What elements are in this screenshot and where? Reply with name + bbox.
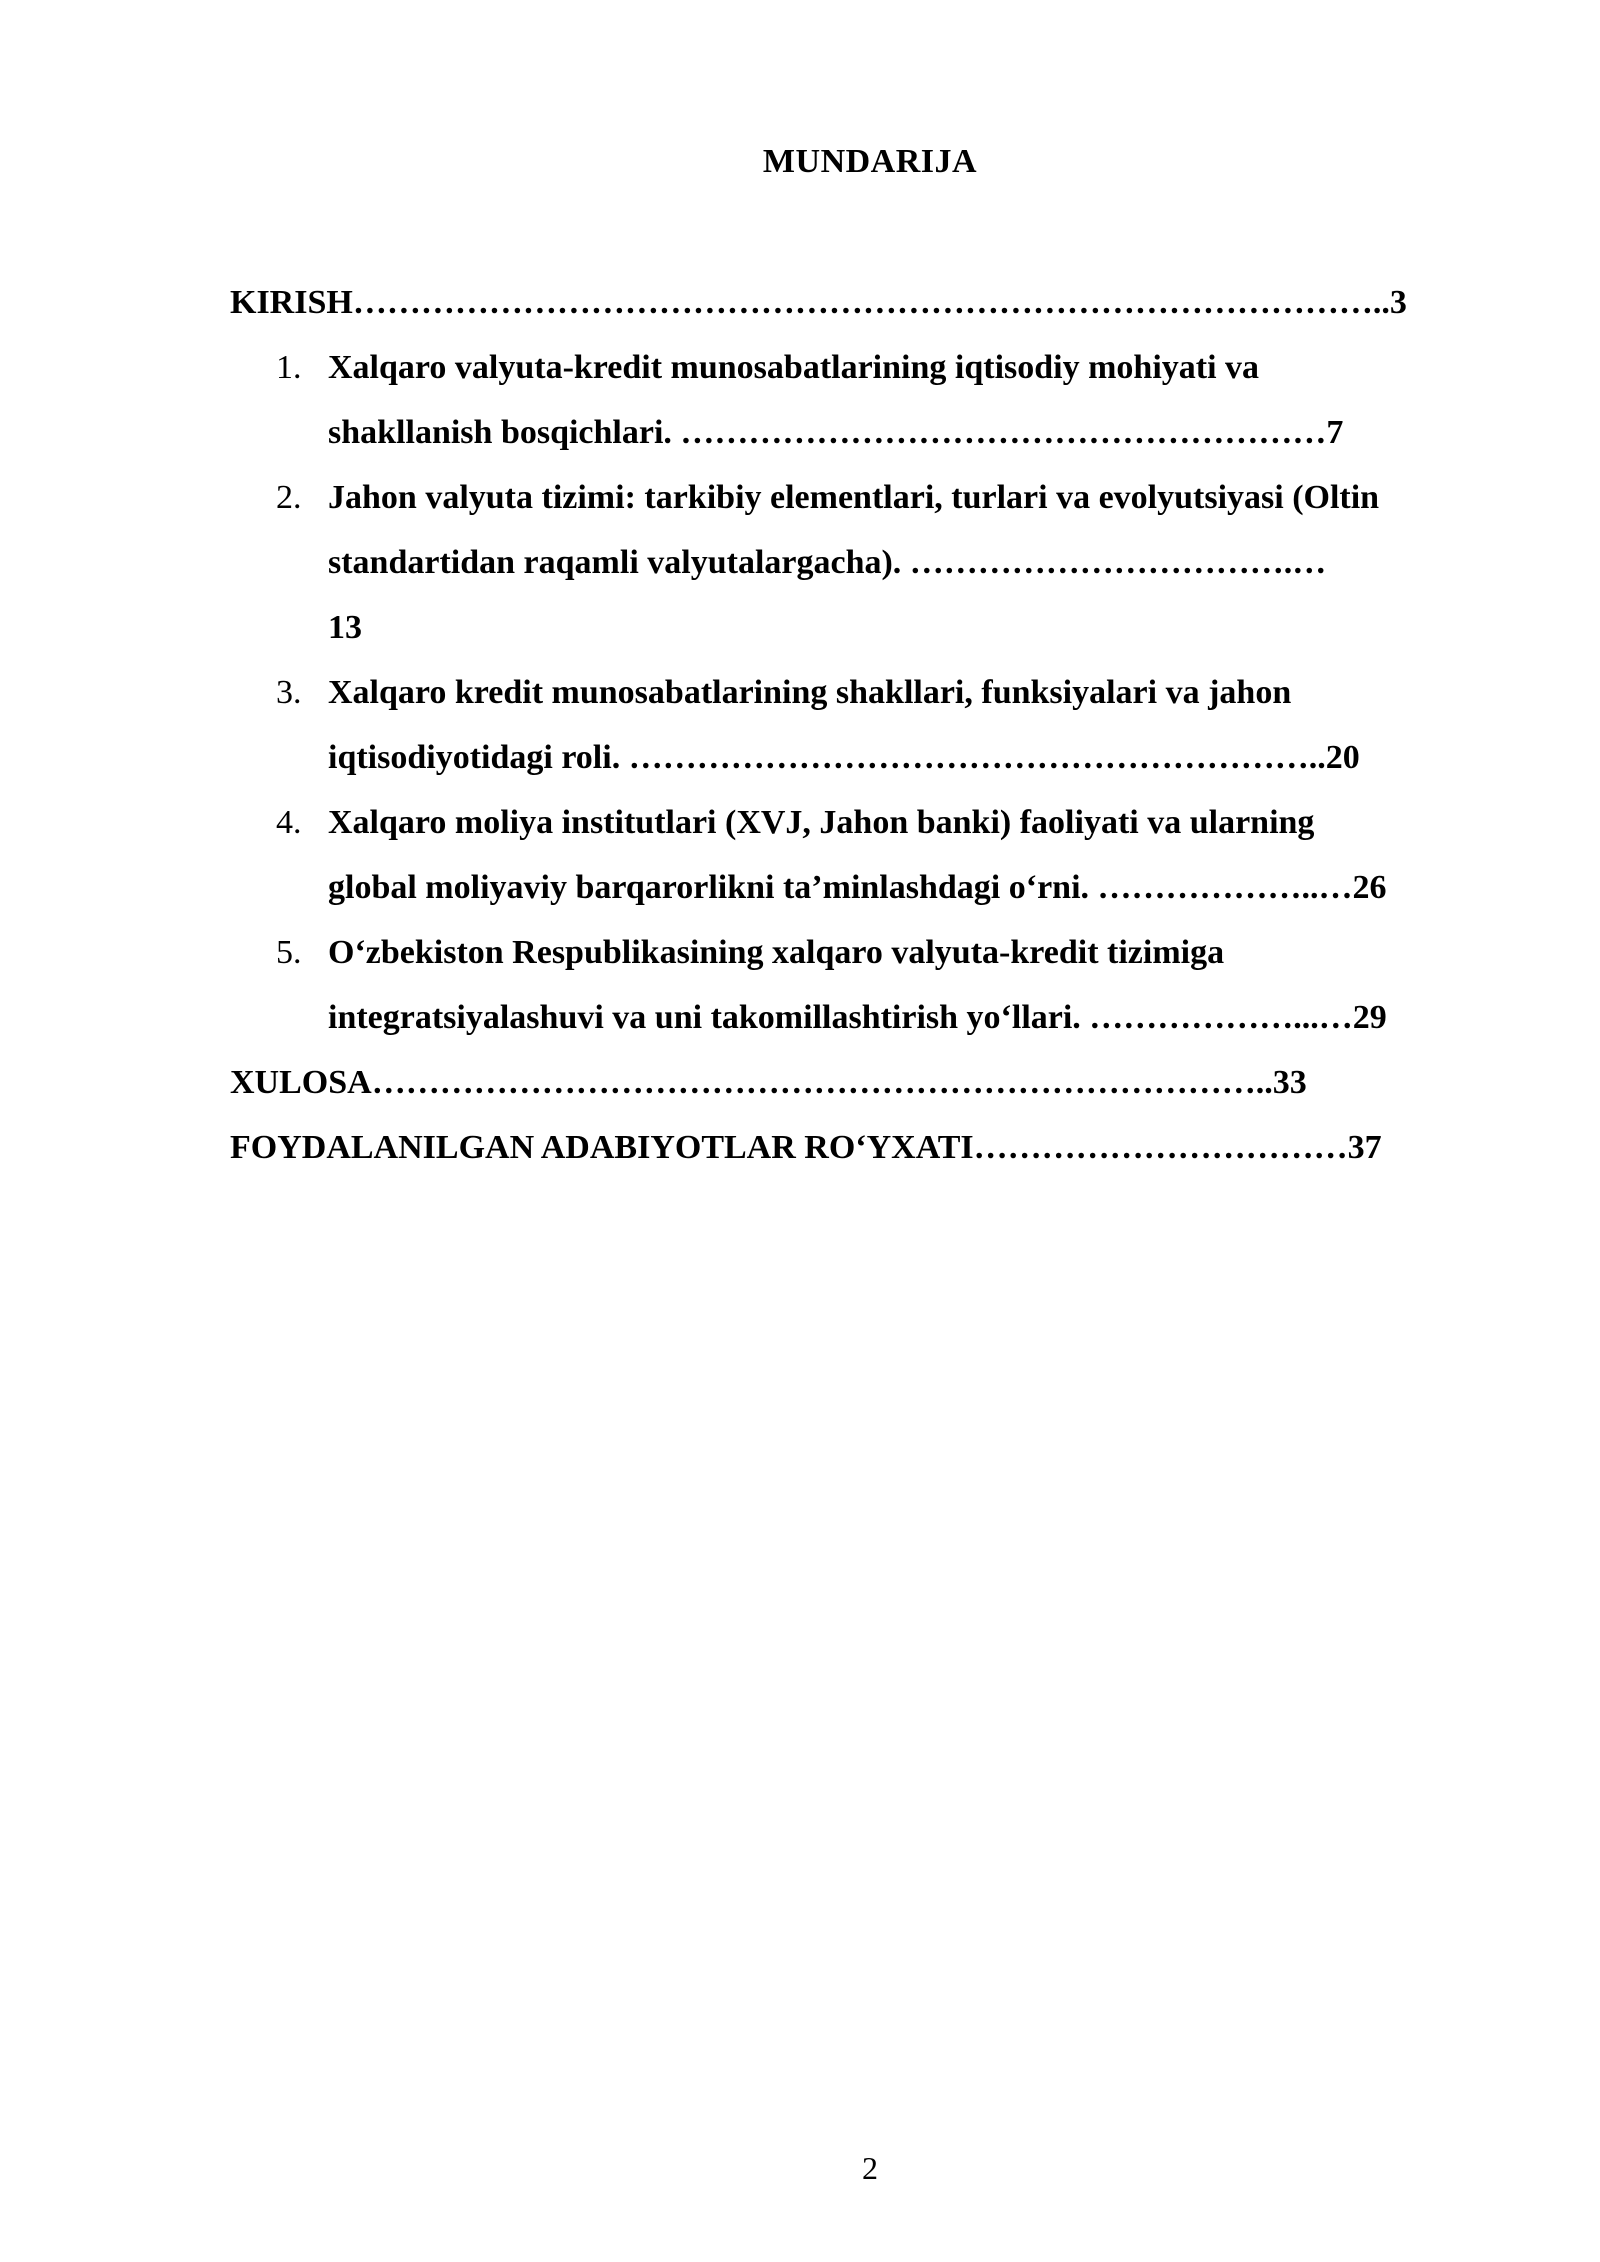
toc-item-number: 3.	[276, 674, 302, 711]
table-of-contents	[230, 270, 1520, 1180]
toc-item-page-number: 13	[328, 609, 362, 646]
toc-item-1	[230, 335, 1520, 465]
page-title: MUNDARIJA	[762, 143, 978, 180]
toc-entry-references: FOYDALANILGAN ADABIYOTLAR RO‘YXATI……………………………37	[230, 1129, 1382, 1166]
toc-entry-conclusion: XULOSA……………………………………………………………………..33	[230, 1064, 1307, 1101]
toc-item-number: 5.	[276, 934, 302, 971]
toc-item-number: 4.	[276, 804, 302, 841]
toc-item-text-line: Xalqaro kredit munosabatlarining shakllari, funksiyalari va jahon	[328, 674, 1292, 711]
toc-entry-intro: KIRISH………………………………………………………………………………..3	[230, 284, 1407, 321]
toc-item-5	[230, 920, 1520, 1050]
toc-item-text-line: integratsiyalashuvi va uni takomillashtirish yo‘llari. ………………...…29	[328, 999, 1387, 1036]
toc-item-2	[230, 465, 1520, 660]
toc-item-number: 1.	[276, 349, 302, 386]
toc-item-text-line: standartidan raqamli valyutalargacha). …………………………….…	[328, 544, 1327, 581]
toc-item-text-line: O‘zbekiston Respublikasining xalqaro valyuta-kredit tizimiga	[328, 934, 1225, 971]
toc-item-3	[230, 660, 1520, 790]
toc-item-text-line: Jahon valyuta tizimi: tarkibiy elementlari, turlari va evolyutsiyasi (Oltin	[328, 479, 1380, 516]
toc-item-text-line: global moliyaviy barqarorlikni ta’minlashdagi o‘rni. ………………..…26	[328, 869, 1387, 906]
toc-item-number: 2.	[276, 479, 302, 516]
toc-item-text-line: Xalqaro valyuta-kredit munosabatlarining iqtisodiy mohiyati va	[328, 349, 1260, 386]
toc-item-text-line: iqtisodiyotidagi roli. ……………………………………………………..20	[328, 739, 1360, 776]
toc-item-text-line: shakllanish bosqichlari. …………………………………………………7	[328, 414, 1344, 451]
toc-item-text-line: Xalqaro moliya institutlari (XVJ, Jahon banki) faoliyati va ularning	[328, 804, 1315, 841]
page-number: 2	[862, 2150, 878, 2186]
toc-item-4	[230, 790, 1520, 920]
